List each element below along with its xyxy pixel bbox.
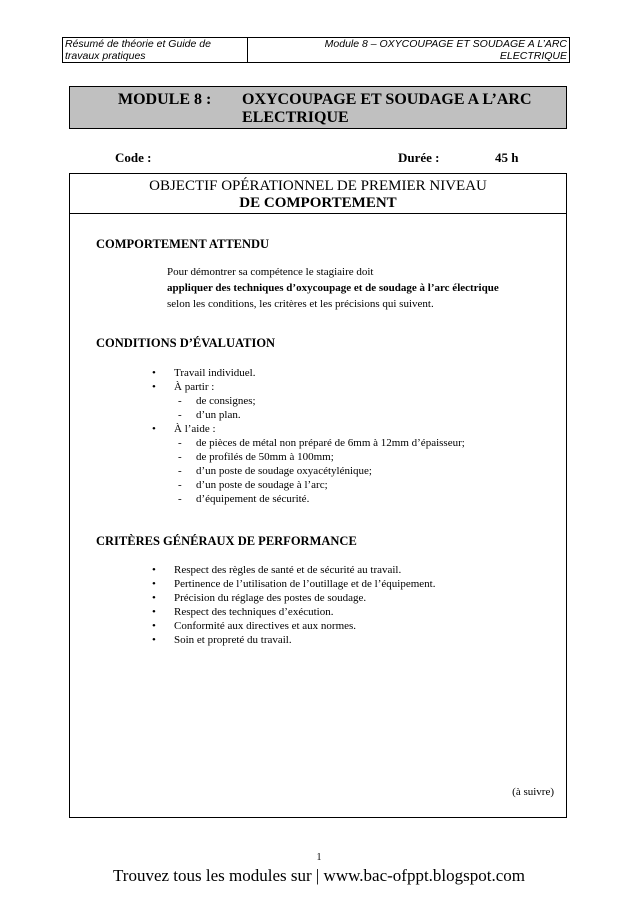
- critere-text: Précision du réglage des postes de soudage.: [174, 592, 367, 604]
- bullet-icon: •: [152, 578, 156, 590]
- duree-value: 45 h: [495, 150, 519, 165]
- comportement-title: COMPORTEMENT ATTENDU: [96, 237, 270, 251]
- module-title-line2: ELECTRIQUE: [242, 109, 349, 126]
- comportement-line2: appliquer des techniques d’oxycoupage et de soudage à l’arc électrique: [167, 282, 499, 294]
- objective-heading: [70, 174, 566, 214]
- objective-heading-line1: OBJECTIF OPÉRATIONNEL DE PREMIER NIVEAU: [149, 178, 487, 194]
- list-item: [152, 619, 435, 633]
- objective-frame: [69, 173, 567, 818]
- bullet-icon: •: [152, 564, 156, 576]
- module-label: MODULE 8 :: [118, 91, 212, 108]
- critere-text: Respect des règles de santé et de sécurité au travail.: [174, 564, 402, 576]
- bullet-icon: •: [152, 423, 156, 435]
- bullet-icon: •: [152, 634, 156, 646]
- condition-text: À partir :: [174, 381, 215, 393]
- comportement-line3: selon les conditions, les critères et les précisions qui suivent.: [167, 298, 434, 310]
- sub-text: d’un poste de soudage oxyacétylénique;: [196, 465, 372, 477]
- dash-icon: -: [178, 395, 182, 407]
- sub-text: d’un plan.: [196, 409, 241, 421]
- duree-label: Durée :: [398, 150, 440, 165]
- dash-icon: -: [178, 465, 182, 477]
- critere-text: Pertinence de l’utilisation de l’outillage et de l’équipement.: [174, 578, 436, 590]
- list-item: [174, 394, 465, 408]
- dash-icon: -: [178, 493, 182, 505]
- sub-list: [174, 394, 465, 422]
- bullet-icon: •: [152, 606, 156, 618]
- header-left-cell: [63, 38, 248, 62]
- list-item: [152, 591, 435, 605]
- sub-text: de profilés de 50mm à 100mm;: [196, 451, 334, 463]
- bullet-icon: •: [152, 592, 156, 604]
- bullet-icon: •: [152, 620, 156, 632]
- list-item: [174, 408, 465, 422]
- dash-icon: -: [178, 409, 182, 421]
- condition-text: Travail individuel.: [174, 367, 256, 379]
- footer-text: Trouvez tous les modules sur | www.bac-ofppt.blogspot.com: [113, 866, 525, 885]
- header-left-line1: Résumé de théorie et Guide de: [65, 38, 211, 50]
- criteres-list: [152, 563, 435, 647]
- code-label: Code :: [115, 150, 152, 165]
- list-item: [152, 605, 435, 619]
- module-banner: [69, 86, 567, 129]
- page-number: 1: [316, 852, 322, 863]
- header-right-cell: [248, 38, 569, 62]
- condition-text: À l’aide :: [174, 423, 216, 435]
- continued-note: (à suivre): [512, 786, 554, 798]
- critere-text: Respect des techniques d’exécution.: [174, 606, 334, 618]
- running-header: [62, 37, 570, 63]
- list-item: [152, 366, 465, 380]
- dash-icon: -: [178, 479, 182, 491]
- conditions-title: CONDITIONS D’ÉVALUATION: [96, 336, 276, 350]
- header-right-line2: ELECTRIQUE: [499, 50, 567, 62]
- critere-text: Conformité aux directives et aux normes.: [174, 620, 357, 632]
- module-title-line1: OXYCOUPAGE ET SOUDAGE A L’ARC: [242, 91, 532, 108]
- sub-text: d’un poste de soudage à l’arc;: [196, 479, 328, 491]
- list-item: [174, 450, 465, 464]
- list-item: [152, 563, 435, 577]
- module-title: [242, 91, 532, 127]
- critere-text: Soin et propreté du travail.: [174, 634, 292, 646]
- list-item: [174, 436, 465, 450]
- list-item: [152, 422, 465, 506]
- criteres-title: CRITÈRES GÉNÉRAUX DE PERFORMANCE: [96, 534, 357, 548]
- list-item: [174, 492, 465, 506]
- sub-text: de pièces de métal non préparé de 6mm à 12mm d’épaisseur;: [196, 437, 465, 449]
- header-right-line1: Module 8 – OXYCOUPAGE ET SOUDAGE A L’ARC: [324, 38, 567, 50]
- list-item: [152, 633, 435, 647]
- sub-list: [174, 436, 465, 506]
- comportement-text: [167, 264, 499, 312]
- bullet-icon: •: [152, 367, 156, 379]
- list-item: [174, 464, 465, 478]
- list-item: [152, 577, 435, 591]
- sub-text: de consignes;: [196, 395, 256, 407]
- list-item: [174, 478, 465, 492]
- bullet-icon: •: [152, 381, 156, 393]
- comportement-line1: Pour démontrer sa compétence le stagiaire doit: [167, 266, 374, 278]
- list-item: [152, 380, 465, 422]
- conditions-list: [152, 366, 465, 506]
- header-left-line2: travaux pratiques: [65, 50, 146, 62]
- dash-icon: -: [178, 437, 182, 449]
- dash-icon: -: [178, 451, 182, 463]
- objective-heading-line2: DE COMPORTEMENT: [239, 195, 397, 211]
- sub-text: d’équipement de sécurité.: [196, 493, 310, 505]
